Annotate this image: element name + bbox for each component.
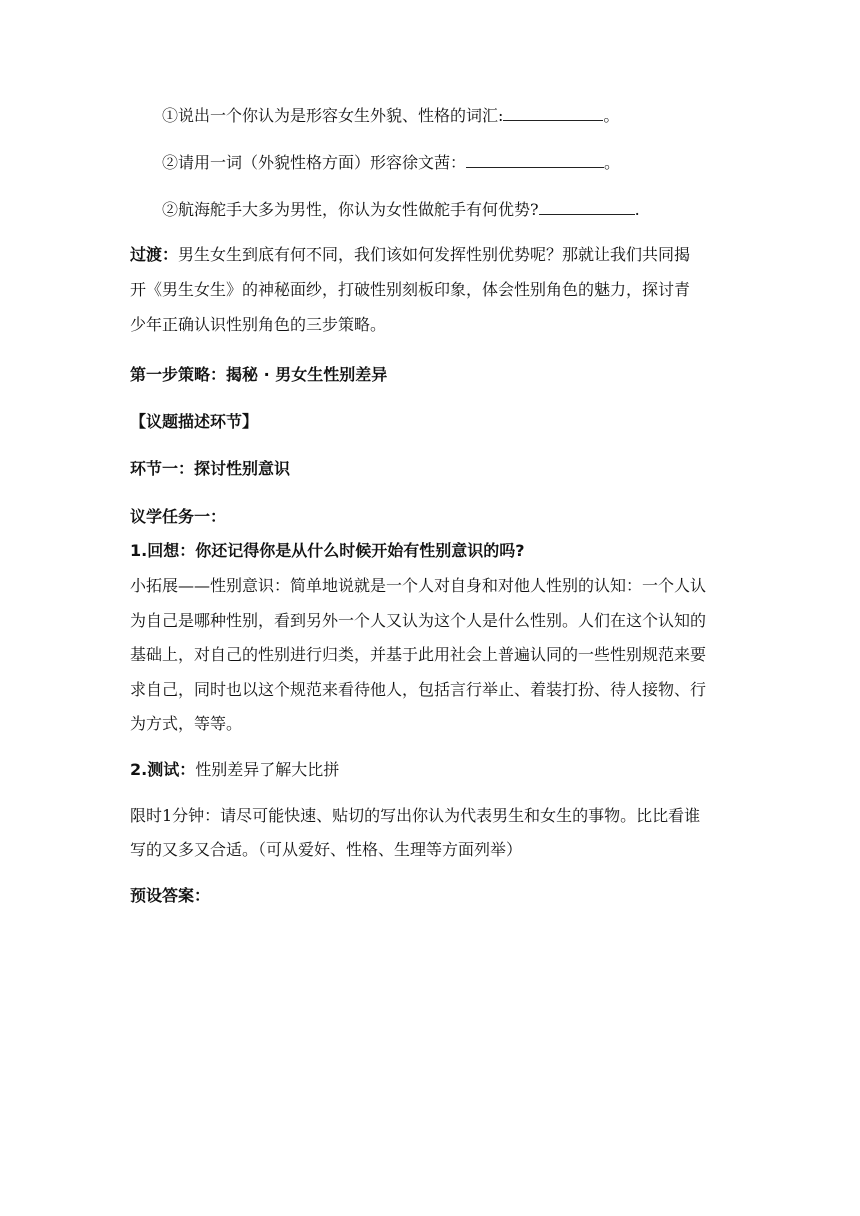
answer-blank-2[interactable] <box>466 153 604 168</box>
timed-line-2: 写的又多又合适。（可从爱好、性格、生理等方面列举） <box>130 840 523 859</box>
question-3-text: ②航海舵手大多为男性，你认为女性做舵手有何优势? <box>162 200 539 219</box>
item1-label: 1.回想：你还记得你是从什么时候开始有性别意识的吗? <box>130 541 525 560</box>
transition-line-1 <box>130 245 690 265</box>
answer-blank-3[interactable] <box>539 200 635 215</box>
question-2 <box>162 153 620 173</box>
question-1-text: ①说出一个你认为是形容女生外貌、性格的词汇: <box>162 106 504 125</box>
transition-line-3: 少年正确认识性别角色的三步策略。 <box>130 315 387 334</box>
extension-line-1: 小拓展——性别意识：简单地说就是一个人对自身和对他人性别的认知：一个人认 <box>130 576 707 595</box>
item2 <box>130 760 339 780</box>
section-heading: 【议题描述环节】 <box>130 412 259 431</box>
preset-answer-label: 预设答案： <box>130 886 211 905</box>
step1-heading: 第一步策略：揭秘 · 男女生性别差异 <box>130 365 388 384</box>
extension-line-3: 基础上，对自己的性别进行归类，并基于此用社会上普遍认同的一些性别规范来要 <box>130 645 707 664</box>
transition-text-1: 男生女生到底有何不同，我们该如何发挥性别优势呢？那就让我们共同揭 <box>178 245 691 264</box>
transition-label: 过渡： <box>130 245 179 264</box>
extension-line-4: 求自己，同时也以这个规范来看待他人，包括言行举止、着装打扮、待人接物、行 <box>130 680 707 699</box>
question-3 <box>162 200 640 220</box>
question-2-end: 。 <box>604 153 621 172</box>
answer-blank-1[interactable] <box>503 106 603 121</box>
transition-line-2: 开《男生女生》的神秘面纱，打破性别刻板印象，体会性别角色的魅力，探讨青 <box>130 280 691 299</box>
task1-heading: 议学任务一： <box>130 507 227 526</box>
question-3-end: . <box>634 200 640 219</box>
question-2-text: ②请用一词（外貌性格方面）形容徐文茜： <box>162 153 467 172</box>
item2-label: 2.测试： <box>130 760 196 779</box>
extension-line-2: 为自己是哪种性别，看到另外一个人又认为这个人是什么性别。人们在这个认知的 <box>130 611 707 630</box>
link1-heading: 环节一：探讨性别意识 <box>130 459 291 478</box>
extension-line-5: 为方式，等等。 <box>130 714 243 733</box>
timed-line-1: 限时1分钟：请尽可能快速、贴切的写出你认为代表男生和女生的事物。比比看谁 <box>130 806 701 825</box>
item2-text: 性别差异了解大比拼 <box>195 760 340 779</box>
question-1-end: 。 <box>603 106 620 125</box>
question-1 <box>162 106 619 126</box>
